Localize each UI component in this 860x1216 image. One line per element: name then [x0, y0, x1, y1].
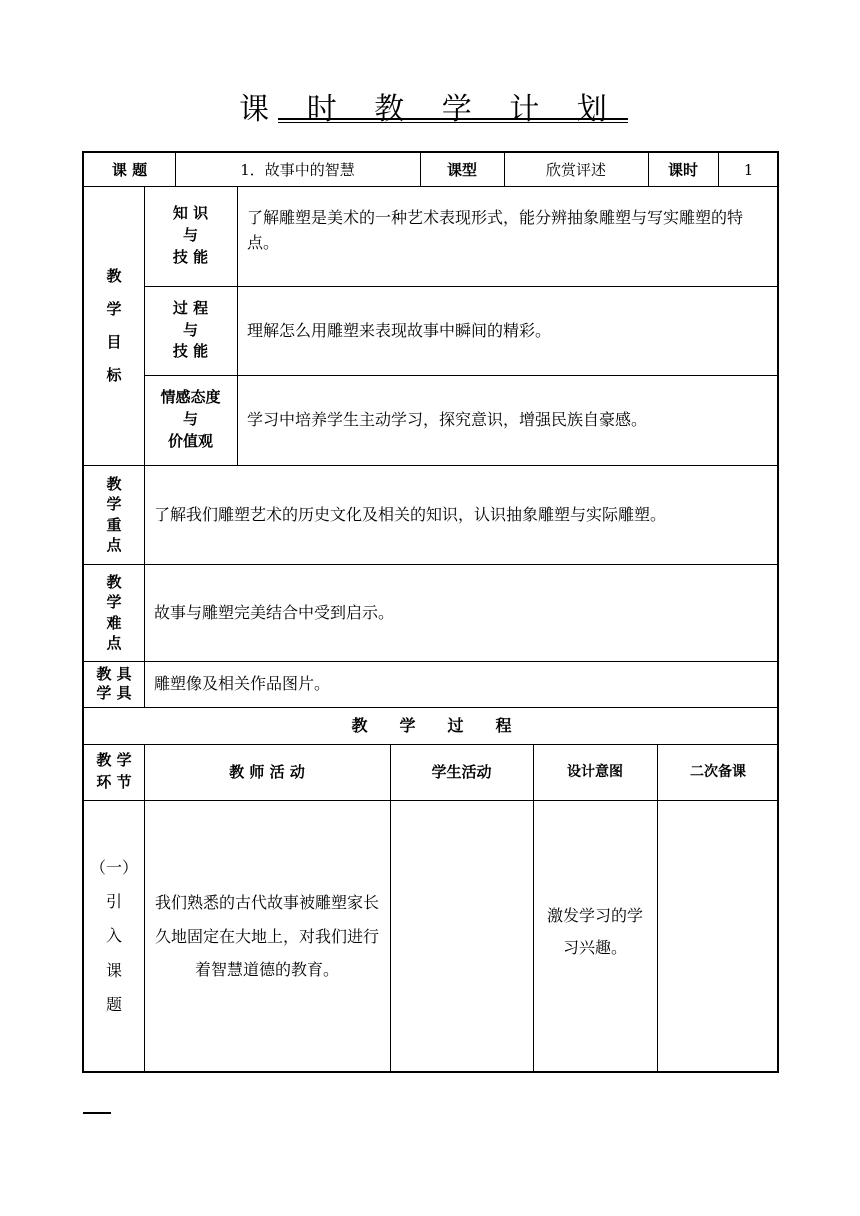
- lesson-plan-table: [82, 151, 779, 1073]
- process-heading: 教 学 过 程: [351, 715, 512, 735]
- label-line: 过 程: [172, 298, 209, 317]
- teacher-column-header: 教 师 活 动: [229, 763, 305, 781]
- stage-column-header: [84, 744, 144, 800]
- label-line: 知 识: [172, 204, 209, 223]
- type-label: 课型: [446, 160, 477, 179]
- label-char: 学: [106, 593, 122, 612]
- label-char: 难: [106, 613, 122, 632]
- topic-value: 1．故事中的智慧: [240, 160, 355, 179]
- label-char: 学: [106, 299, 122, 318]
- key-point-label: [84, 465, 144, 564]
- label-char: 点: [106, 633, 122, 652]
- label-char: 点: [106, 535, 122, 554]
- revision-column-header: 二次备课: [690, 763, 746, 780]
- knowledge-skills-label: [144, 186, 237, 286]
- label-line: 技 能: [172, 342, 209, 361]
- stage-line: 入: [105, 926, 122, 946]
- student-activity-cell: [390, 800, 533, 1073]
- title-underline: [278, 118, 628, 120]
- label-line: 与: [182, 320, 198, 339]
- hours-value: 1: [743, 160, 754, 179]
- label-line: 学 具: [96, 684, 132, 702]
- teacher-activity-cell: 我们熟悉的古代故事被雕塑家长久地固定在大地上，对我们进行着智慧道德的教育。: [154, 893, 379, 980]
- label-line: 教 具: [96, 664, 132, 683]
- label-char: 教: [106, 475, 122, 493]
- footer-line: [83, 1112, 111, 1114]
- label-line: 技 能: [172, 247, 209, 266]
- label-char: 教: [106, 573, 122, 591]
- attitude-values-text: 学习中培养学生主动学习，探究意识，增强民族自豪感。: [247, 410, 648, 430]
- design-intent-cell: 激发学习的学习兴趣。: [546, 906, 643, 957]
- topic-label: 课 题: [111, 160, 148, 179]
- label-line: 与: [182, 410, 198, 429]
- stage-line: 题: [105, 995, 122, 1015]
- student-column-header: 学生活动: [431, 763, 492, 781]
- tools-text: 雕塑像及相关作品图片。: [154, 674, 331, 694]
- knowledge-skills-text: 了解雕塑是美术的一种艺术表现形式，能分辨抽象雕塑与写实雕塑的特点。: [247, 208, 744, 252]
- difficulty-label: [84, 564, 144, 661]
- label-char: 学: [106, 495, 122, 514]
- header-line: 教 学: [96, 751, 132, 770]
- label-char: 重: [106, 515, 122, 534]
- type-value: 欣赏评述: [545, 160, 606, 179]
- process-skills-text: 理解怎么用雕塑来表现故事中瞬间的精彩。: [247, 320, 552, 340]
- label-line: 价值观: [167, 431, 213, 450]
- label-char: 标: [106, 365, 122, 384]
- objectives-label: [84, 186, 144, 465]
- intent-column-header: 设计意图: [567, 763, 623, 780]
- label-char: 教: [106, 266, 122, 285]
- key-point-text: 了解我们雕塑艺术的历史文化及相关的知识，认识抽象雕塑与实际雕塑。: [154, 504, 667, 524]
- document-title: 课 时 教 学 计 划: [239, 92, 621, 127]
- header-line: 环 节: [96, 773, 132, 791]
- label-char: 目: [106, 332, 122, 351]
- difficulty-text: 故事与雕塑完美结合中受到启示。: [154, 602, 395, 622]
- tools-label: [84, 661, 144, 707]
- title-underline-thin: [278, 122, 628, 123]
- stage-line: （一）: [89, 857, 138, 877]
- stage-line: 课: [105, 960, 122, 980]
- label-line: 与: [182, 226, 198, 245]
- label-line: 情感态度: [160, 388, 221, 407]
- stage-line: 引: [105, 891, 122, 911]
- revision-cell: [657, 800, 779, 1073]
- hours-label: 课时: [667, 160, 698, 179]
- attitude-values-label: [144, 375, 237, 465]
- stage-cell: [84, 800, 144, 1073]
- process-skills-label: [144, 286, 237, 375]
